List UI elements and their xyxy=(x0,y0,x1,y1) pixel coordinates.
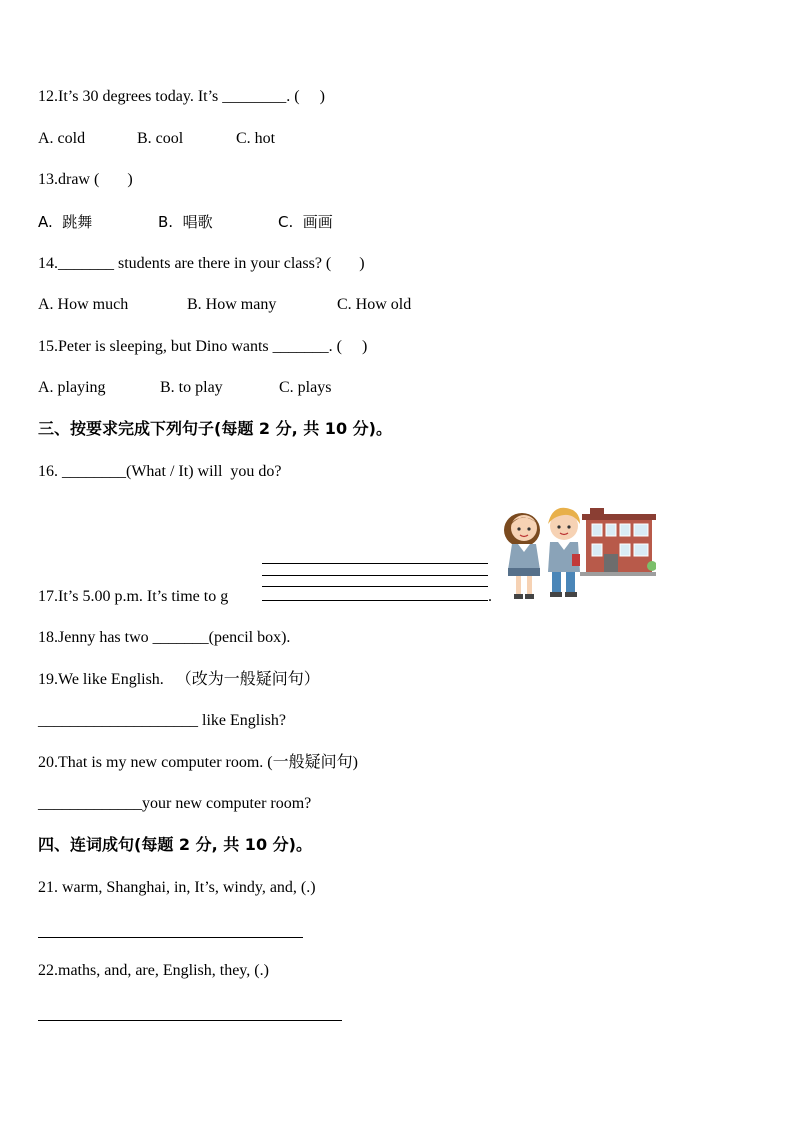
q14-stem: 14._______ students are there in your class? ( ) xyxy=(38,255,365,272)
q12-option-c: C. hot xyxy=(236,130,276,147)
q17-stem: 17.It’s 5.00 p.m. It’s time to g xyxy=(38,588,229,605)
q22-stem: 22.maths, and, are, English, they, (.) xyxy=(38,962,269,979)
q12-stem: 12.It’s 30 degrees today. It’s ________. ( ) xyxy=(38,88,325,105)
q15-stem: 15.Peter is sleeping, but Dino wants _______. ( ) xyxy=(38,338,368,355)
q17-answer-line-1 xyxy=(262,563,488,564)
q17-answer-line-4 xyxy=(262,600,488,601)
q19-stem: 19.We like English. （改为一般疑问句） xyxy=(38,671,320,688)
section-4-heading: 四、连词成句(每题 2 分, 共 10 分)。 xyxy=(38,835,312,854)
q21-stem: 21. warm, Shanghai, in, It’s, windy, and, (.) xyxy=(38,879,316,896)
section-3-heading: 三、按要求完成下列句子(每题 2 分, 共 10 分)。 xyxy=(38,419,392,438)
q18-stem: 18.Jenny has two _______(pencil box). xyxy=(38,629,291,646)
q15-option-b: B. to play xyxy=(160,379,223,396)
q13-option-a: A. 跳舞 xyxy=(38,213,93,231)
q17-answer-line-3 xyxy=(262,586,488,587)
school-kids-illustration-icon xyxy=(500,504,656,602)
q16-stem: 16. ________(What / It) will you do? xyxy=(38,463,282,480)
q17-end-period: . xyxy=(488,588,492,605)
q21-answer-line xyxy=(38,937,303,938)
q12-option-b: B. cool xyxy=(137,130,184,147)
q14-option-a: A. How much xyxy=(38,296,129,313)
q22-answer-line xyxy=(38,1020,342,1021)
q13-option-c: C. 画画 xyxy=(278,213,333,231)
q14-option-c: C. How old xyxy=(337,296,412,313)
q14-option-b: B. How many xyxy=(187,296,277,313)
q13-stem: 13.draw ( ) xyxy=(38,171,133,188)
q17-answer-line-2 xyxy=(262,575,488,576)
q13-option-b: B. 唱歌 xyxy=(158,213,213,231)
q20-answer: _____________your new computer room? xyxy=(38,795,312,812)
q15-option-c: C. plays xyxy=(279,379,332,396)
q20-stem: 20.That is my new computer room. (一般疑问句) xyxy=(38,754,358,771)
q15-option-a: A. playing xyxy=(38,379,106,396)
q19-answer: ____________________ like English? xyxy=(38,712,286,729)
q12-option-a: A. cold xyxy=(38,130,86,147)
